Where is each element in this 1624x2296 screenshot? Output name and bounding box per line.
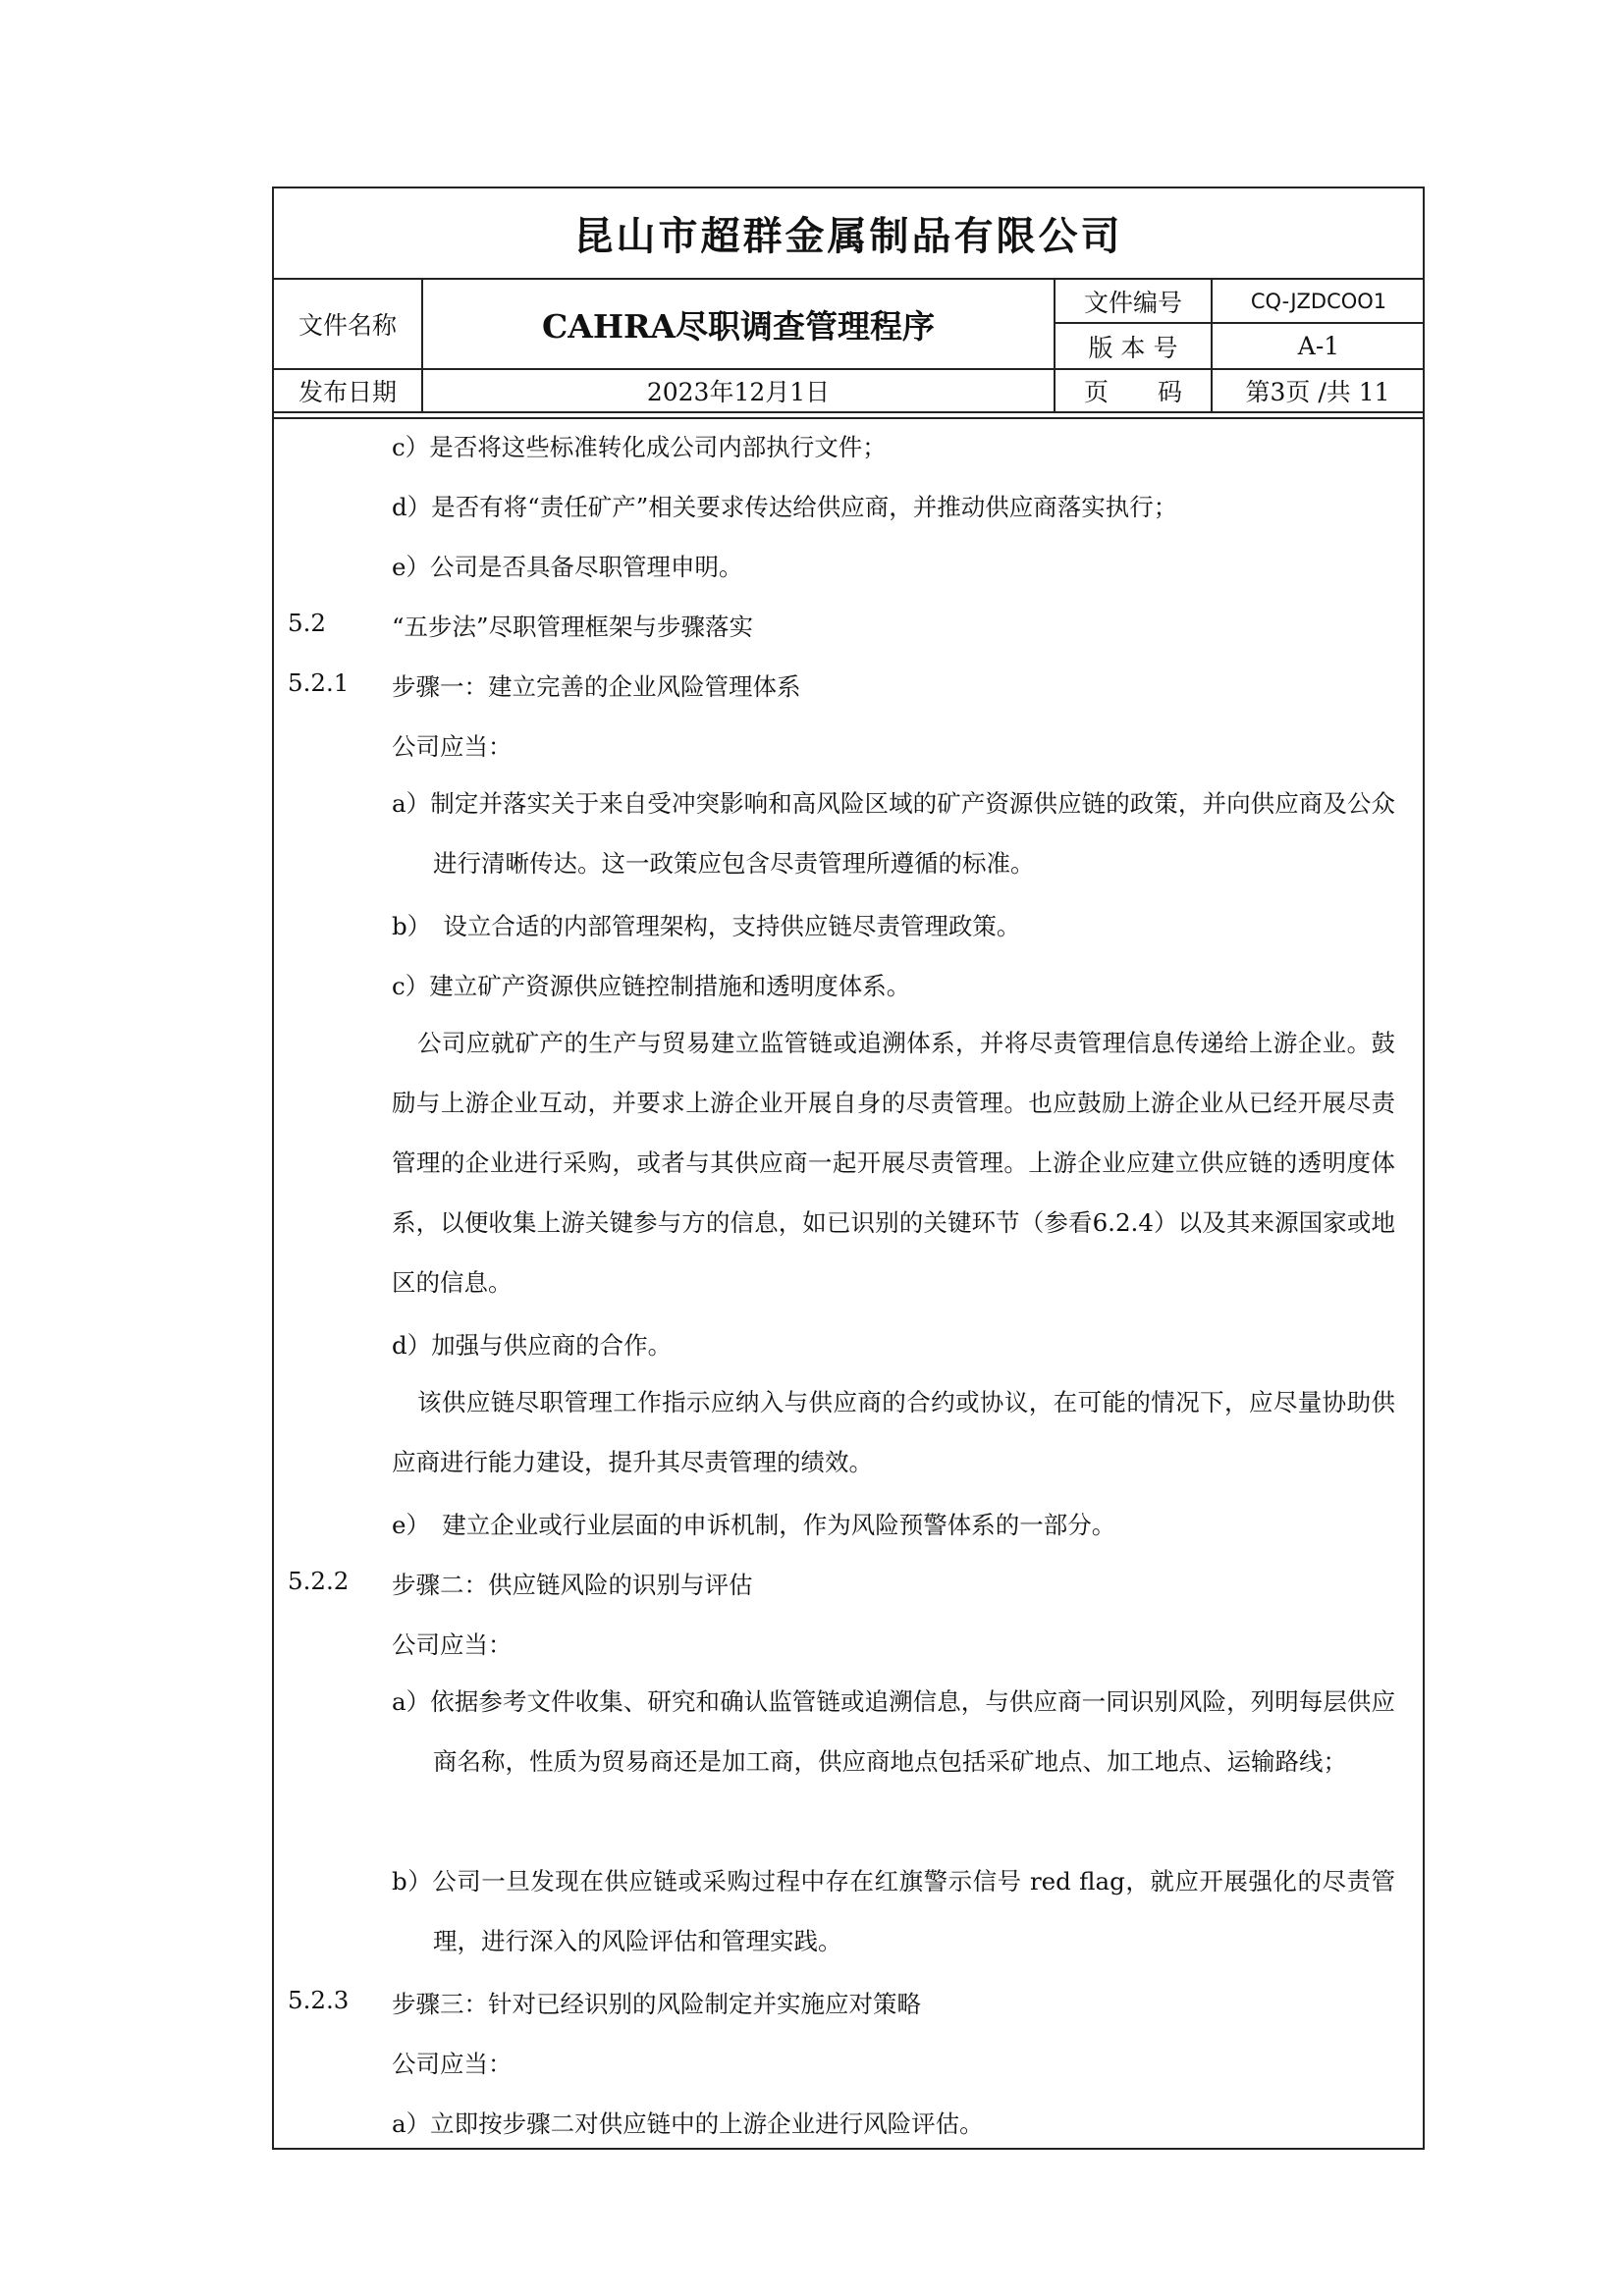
header-company-row xyxy=(274,188,1423,280)
item-5-2-1-d: d）加强与供应商的合作。 xyxy=(392,1331,673,1360)
item-5-2-1-a: a）制定并落实关于来自受冲突影响和高风险区域的矿产资源供应链的政策，并向供应商及公众进行清晰传达。这一政策应包含尽责管理所遵循的标准。 xyxy=(392,789,1395,878)
page-label: 页 码 xyxy=(1083,378,1182,406)
section-number-5-2-2: 5.2.2 xyxy=(288,1567,350,1595)
paragraph-5-2-1-c: 公司应就矿产的生产与贸易建立监管链或追溯体系，并将尽责管理信息传递给上游企业。鼓励与上游企业互动，并要求上游企业开展自身的尽责管理。也应鼓励上游企业从已经开展尽责管理的企业进行采购，或者与其供应商一起开展尽责管理。上游企业应建立供应链的透明度体系，以便收集上游关键参与方的信息，如已识别的关键环节（参看6.2.4）以及其来源国家或地区的信息。 xyxy=(392,1029,1395,1297)
file-name-label: 文件名称 xyxy=(298,311,397,340)
file-no-label: 文件编号 xyxy=(1083,288,1182,317)
item-5-2-1-b: b） 设立合适的内部管理架构，支持供应链尽责管理政策。 xyxy=(392,912,1021,940)
header-title-row xyxy=(274,280,1423,370)
item-5-2-2-b: b）公司一旦发现在供应链或采购过程中存在红旗警示信号 red flag，就应开展强化的尽责管理，进行深入的风险评估和管理实践。 xyxy=(392,1867,1395,1955)
issue-date-label: 发布日期 xyxy=(298,378,397,406)
section-number-5-2-1: 5.2.1 xyxy=(288,668,350,697)
page-value: 第3页 /共 11 xyxy=(1245,378,1390,406)
section-title-5-2: “五步法”尽职管理框架与步骤落实 xyxy=(392,613,754,641)
header-date-row xyxy=(274,370,1423,413)
item-d-top: d）是否有将“责任矿产”相关要求传达给供应商，并推动供应商落实执行； xyxy=(392,493,1178,521)
item-5-2-1-c: c）建立矿产资源供应链控制措施和透明度体系。 xyxy=(392,972,911,1000)
section-title-5-2-1: 步骤一：建立完善的企业风险管理体系 xyxy=(392,672,801,701)
item-e-top: e）公司是否具备尽职管理申明。 xyxy=(392,553,743,581)
section-title-5-2-3: 步骤三：针对已经识别的风险制定并实施应对策略 xyxy=(392,1990,921,2018)
document-body xyxy=(274,417,1423,2138)
file-no-value: CQ-JZDCOO1 xyxy=(1250,289,1387,313)
item-5-2-2-a: a）依据参考文件收集、研究和确认监管链或追溯信息，与供应商一同识别风险，列明每层供应商名称，性质为贸易商还是加工商，供应商地点包括采矿地点、加工地点、运输路线； xyxy=(392,1687,1395,1776)
document-title: CAHRA尽职调查管理程序 xyxy=(541,306,936,346)
item-c-top: c）是否将这些标准转化成公司内部执行文件； xyxy=(392,433,887,461)
paragraph-5-2-1-d: 该供应链尽职管理工作指示应纳入与供应商的合约或协议，在可能的情况下，应尽量协助供应商进行能力建设，提升其尽责管理的绩效。 xyxy=(392,1388,1395,1476)
company-name: 昆山市超群金属制品有限公司 xyxy=(573,214,1123,259)
should-label-5-2-2: 公司应当： xyxy=(392,1630,513,1659)
version-label: 版 本 号 xyxy=(1088,333,1178,362)
section-number-5-2: 5.2 xyxy=(288,609,326,637)
issue-date-value: 2023年12月1日 xyxy=(646,378,831,406)
item-5-2-3-a: a）立即按步骤二对供应链中的上游企业进行风险评估。 xyxy=(392,2109,984,2138)
item-5-2-1-e: e） 建立企业或行业层面的申诉机制，作为风险预警体系的一部分。 xyxy=(392,1511,1116,1539)
should-label-5-2-3: 公司应当： xyxy=(392,2050,513,2078)
should-label-5-2-1: 公司应当： xyxy=(392,732,513,761)
document-frame xyxy=(272,187,1425,2150)
section-title-5-2-2: 步骤二：供应链风险的识别与评估 xyxy=(392,1571,753,1599)
version-value: A-1 xyxy=(1297,332,1340,360)
section-number-5-2-3: 5.2.3 xyxy=(288,1986,350,2014)
